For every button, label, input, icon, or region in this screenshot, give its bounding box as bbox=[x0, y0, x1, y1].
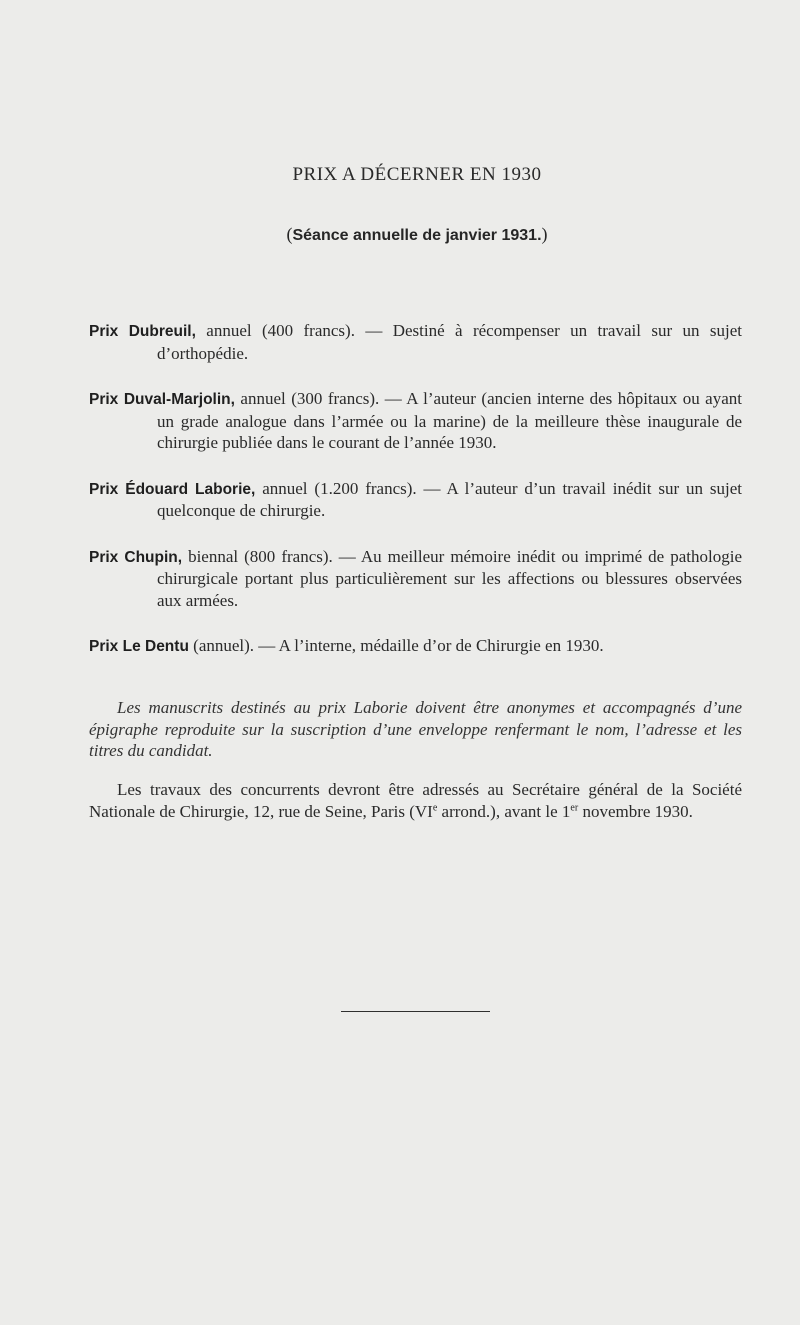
prize-name: Prix Chupin, bbox=[89, 548, 183, 566]
open-paren: ( bbox=[286, 224, 293, 244]
prize-duval-marjolin bbox=[89, 388, 742, 454]
close-paren: ) bbox=[541, 224, 548, 244]
prize-dubreuil bbox=[89, 320, 742, 364]
prize-name: Prix Édouard Laborie, bbox=[89, 480, 256, 498]
superscript-er: er bbox=[570, 801, 579, 813]
prize-description: (annuel). — A l’interne, médaille d’or de Chirurgie en 1930. bbox=[188, 636, 604, 655]
submission-instructions bbox=[89, 779, 742, 822]
prize-description: annuel (300 francs). — A l’auteur (ancien interne des hôpitaux ou ayant un grade analogue dans l’armée ou la marine) de la meilleure thèse inaugurale de chirurgie publiée dans le courant de l’année 1930. bbox=[157, 389, 742, 452]
prize-description: annuel (1.200 francs). — A l’auteur d’un travail inédit sur un sujet quelconque de chirurgie. bbox=[157, 478, 743, 520]
session-subtitle bbox=[0, 224, 800, 245]
prize-le-dentu bbox=[89, 635, 742, 658]
prize-edouard-laborie bbox=[89, 478, 742, 522]
superscript-e: e bbox=[432, 801, 438, 813]
prize-name: Prix Duval-Marjolin, bbox=[89, 391, 235, 408]
prize-description: annuel (400 francs). — Destiné à récompenser un travail sur un sujet d’orthopédie. bbox=[157, 321, 742, 363]
prize-name: Prix Dubreuil, bbox=[89, 323, 196, 340]
prize-name: Prix Le Dentu bbox=[89, 638, 189, 655]
closing-text-3: novembre 1930. bbox=[578, 801, 693, 821]
end-divider bbox=[341, 1011, 490, 1012]
prize-list bbox=[89, 320, 742, 682]
page-title: PRIX A DÉCERNER EN 1930 bbox=[292, 164, 542, 185]
session-subtitle-text: Séance annuelle de janvier 1931. bbox=[292, 227, 542, 244]
closing-text-2: arrond.), avant le 1 bbox=[437, 801, 571, 821]
laborie-note: Les manuscrits destinés au prix Laborie doivent être anonymes et accompagnés d’une épigraphe reproduite sur la suscription d’une enveloppe renfermant le nom, l’adresse et les titres du candidat. bbox=[89, 698, 742, 760]
prize-description: biennal (800 francs). — Au meilleur mémoire inédit ou imprimé de pathologie chirurgicale portant plus particulièrement sur les affections ou blessures observées aux armées. bbox=[157, 546, 742, 610]
closing-text-1: Les travaux des concurrents devront être adressés au Secrétaire général de la Société Nationale de Chirurgie, 12, rue de Seine, Paris (VI bbox=[89, 780, 742, 821]
prize-chupin bbox=[89, 546, 742, 612]
